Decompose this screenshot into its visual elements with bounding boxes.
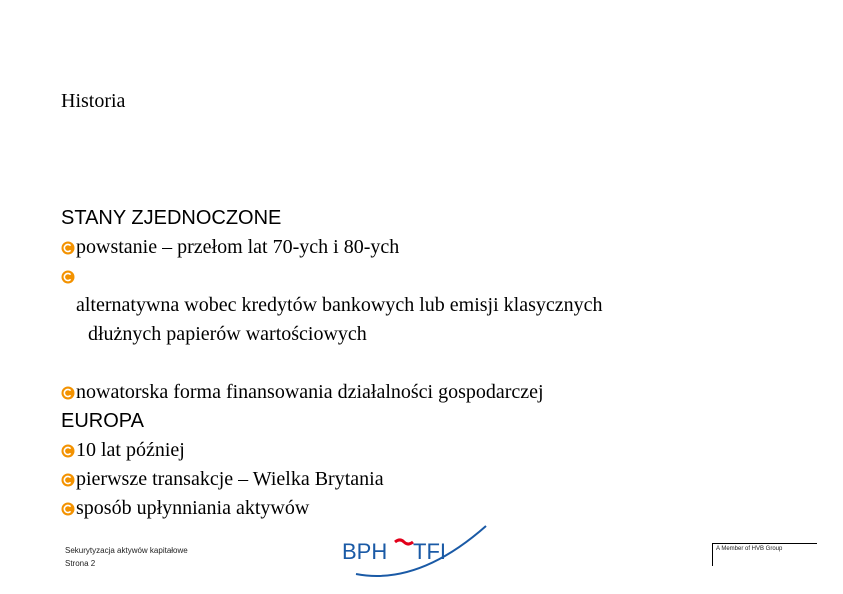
list-item bbox=[61, 465, 801, 494]
section-heading-usa: STANY ZJEDNOCZONE bbox=[61, 207, 282, 229]
bullet-icon bbox=[61, 241, 75, 255]
bph-tfi-logo bbox=[338, 520, 490, 582]
logo-text-tfi: TFI bbox=[413, 539, 446, 564]
list-item-text: 10 lat później bbox=[76, 439, 185, 461]
bullet-icon bbox=[61, 270, 75, 284]
footer-right bbox=[712, 543, 817, 566]
page-number: Strona 2 bbox=[65, 559, 96, 568]
group-member-text: A Member of HVB Group bbox=[716, 546, 783, 552]
slide-title: Historia bbox=[61, 90, 126, 112]
bullet-icon bbox=[61, 386, 75, 400]
logo-text-bph: BPH bbox=[342, 539, 388, 564]
footer-left bbox=[65, 544, 188, 570]
list-item bbox=[61, 233, 801, 262]
list-item-text: powstanie – przełom lat 70-ych i 80-ych bbox=[76, 236, 400, 258]
list-item-text: nowatorska forma finansowania działalności gospodarczej bbox=[76, 381, 544, 403]
bullet-icon bbox=[61, 444, 75, 458]
list-item bbox=[61, 262, 801, 378]
slide-content bbox=[61, 204, 801, 523]
list-item-text: alternatywna wobec kredytów bankowych lub emisji klasycznych bbox=[76, 294, 603, 316]
list-item-text: pierwsze transakcje – Wielka Brytania bbox=[76, 468, 384, 490]
footer-caption: Sekurytyzacja aktywów kapitałowe bbox=[65, 546, 188, 555]
section-heading-europe: EUROPA bbox=[61, 410, 144, 432]
list-item-text-continued: dłużnych papierów wartościowych bbox=[88, 323, 367, 345]
list-item bbox=[61, 436, 801, 465]
bullet-icon bbox=[61, 473, 75, 487]
list-item bbox=[61, 378, 801, 407]
list-item-text: sposób upłynniania aktywów bbox=[76, 497, 310, 519]
bullet-icon bbox=[61, 502, 75, 516]
list-item bbox=[61, 494, 801, 523]
